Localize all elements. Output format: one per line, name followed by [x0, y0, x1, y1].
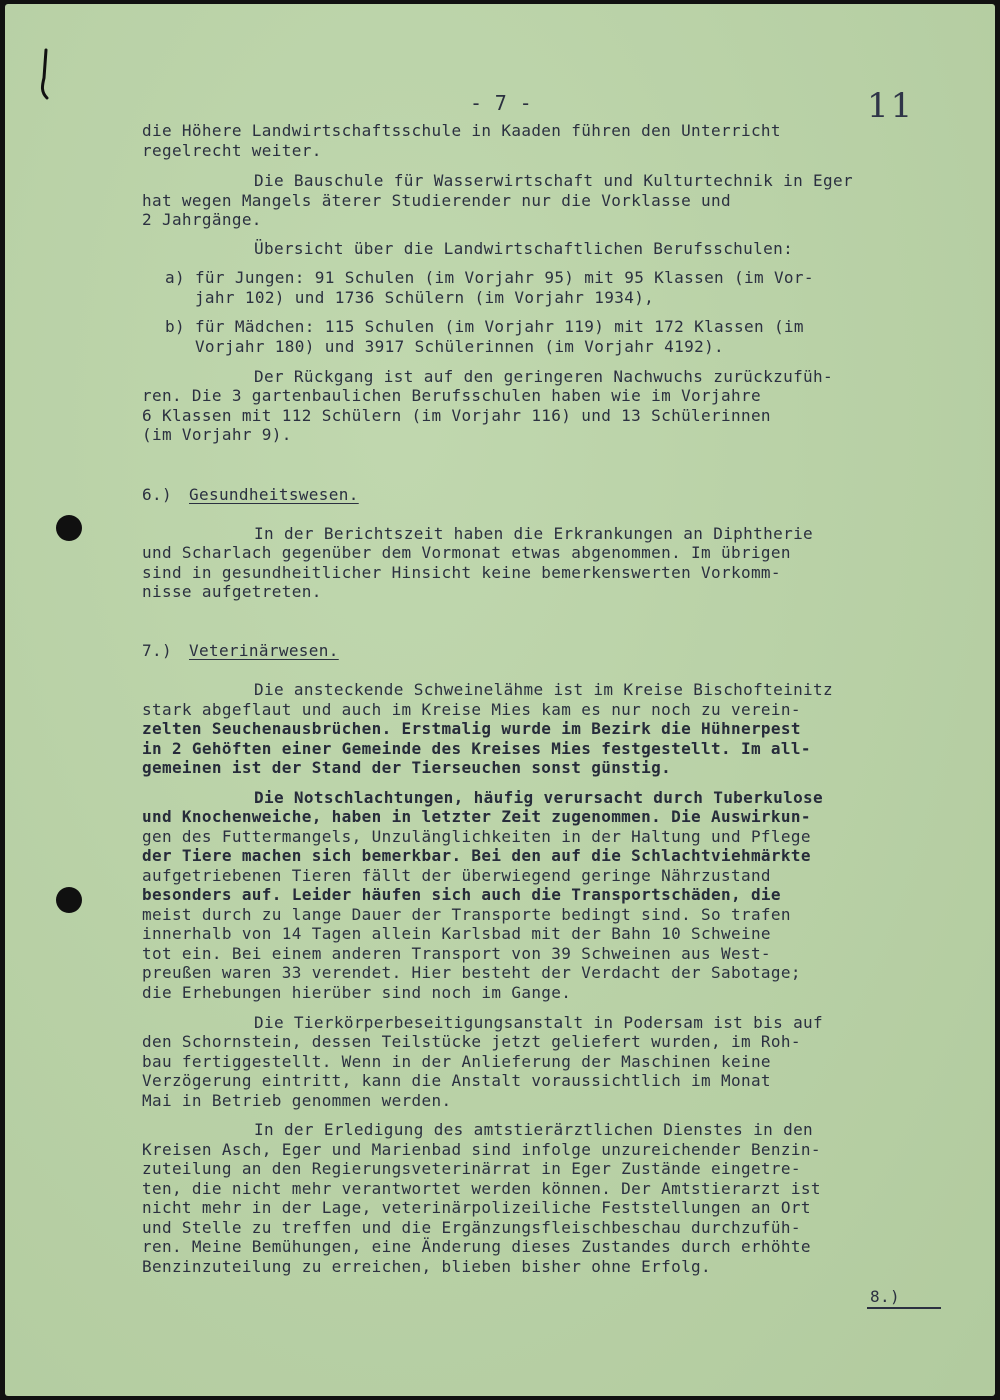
- text-line: regelrecht weiter.: [142, 141, 322, 160]
- text-line: stark abgeflaut und auch im Kreise Mies kam es nur noch zu verein-: [142, 700, 801, 719]
- text-line: die Erhebungen hierüber sind noch im Gange.: [142, 983, 572, 1002]
- text-line: und Knochenweiche, haben in letzter Zeit zugenommen. Die Auswirkun-: [142, 807, 811, 826]
- text-line: In der Erledigung des amtstierärztlichen Dienstes in den: [254, 1120, 814, 1139]
- text-line: innerhalb von 14 Tagen allein Karlsbad mit der Bahn 10 Schweine: [142, 924, 771, 943]
- text-line: Mai in Betrieb genommen werden.: [142, 1091, 452, 1110]
- text-line: gen des Futtermangels, Unzulänglichkeiten in der Haltung und Pflege: [142, 827, 811, 846]
- text-line: Kreisen Asch, Eger und Marienbad sind infolge unzureichender Benzin-: [142, 1140, 821, 1159]
- text-line: tot ein. Bei einem anderen Transport von 39 Schweinen aus West-: [142, 944, 771, 963]
- page-number: - 7 -: [470, 91, 532, 115]
- text-line: die Höhere Landwirtschaftsschule in Kaaden führen den Unterricht: [142, 121, 781, 140]
- text-line: in 2 Gehöften einer Gemeinde des Kreises Mies festgestellt. Im all-: [142, 739, 811, 758]
- text-line: ren. Die 3 gartenbaulichen Berufsschulen haben wie im Vorjahre: [142, 386, 761, 405]
- text-line: meist durch zu lange Dauer der Transporte bedingt sind. So trafen: [142, 905, 791, 924]
- text-line: Benzinzuteilung zu erreichen, blieben bisher ohne Erfolg.: [142, 1257, 712, 1276]
- text-line: Die ansteckende Schweinelähme ist im Kreise Bischofteinitz: [254, 680, 834, 699]
- overview-item-b: Vorjahr 180) und 3917 Schülerinnen (im Vorjahr 4192).: [165, 337, 725, 356]
- text-line: aufgetriebenen Tieren fällt der überwiegend geringe Nährzustand: [142, 866, 771, 885]
- text-line: hat wegen Mangels äterer Studierender nur die Vorklasse und: [142, 191, 731, 210]
- text-line: preußen waren 33 verendet. Hier besteht der Verdacht der Sabotage;: [142, 963, 801, 982]
- punch-hole-lower: [56, 887, 82, 913]
- text-line: 2 Jahrgänge.: [142, 210, 262, 229]
- text-line: In der Berichtszeit haben die Erkrankungen an Diphtherie: [254, 524, 814, 543]
- overview-item-a: jahr 102) und 1736 Schülern (im Vorjahr 1934),: [165, 288, 655, 307]
- text-line: nicht mehr in der Lage, veterinärpolizeiliche Feststellungen an Ort: [142, 1198, 811, 1217]
- text-line: zuteilung an den Regierungsveterinärrat in Eger Zustände eingetre-: [142, 1159, 801, 1178]
- text-line: Verzögerung eintritt, kann die Anstalt voraussichtlich im Monat: [142, 1071, 771, 1090]
- text-line: bau fertiggestellt. Wenn in der Anlieferung der Maschinen keine: [142, 1052, 771, 1071]
- text-line: Die Notschlachtungen, häufig verursacht durch Tuberkulose: [254, 788, 824, 807]
- text-line: besonders auf. Leider häufen sich auch die Transportschäden, die: [142, 885, 781, 904]
- document-page: [5, 4, 995, 1396]
- text-line: Der Rückgang ist auf den geringeren Nachwuchs zurückzufüh-: [254, 367, 834, 386]
- overview-item-b: b) für Mädchen: 115 Schulen (im Vorjahr 119) mit 172 Klassen (im: [165, 317, 804, 336]
- punch-hole-upper: [56, 515, 82, 541]
- text-line: nisse aufgetreten.: [142, 582, 322, 601]
- section-7-heading: Veterinärwesen.: [189, 641, 339, 660]
- section-6-heading: Gesundheitswesen.: [189, 485, 359, 504]
- text-line: und Stelle zu treffen und die Ergänzungsfleischbeschau durchzufüh-: [142, 1218, 801, 1237]
- text-line: ten, die nicht mehr verantwortet werden können. Der Amtstierarzt ist: [142, 1179, 821, 1198]
- text-line: zelten Seuchenausbrüchen. Erstmalig wurde im Bezirk die Hühnerpest: [142, 719, 801, 738]
- pen-mark-icon: [35, 48, 57, 100]
- text-line: den Schornstein, dessen Teilstücke jetzt geliefert wurden, im Roh-: [142, 1032, 801, 1051]
- section-7-number: 7.): [142, 641, 172, 660]
- text-line: gemeinen ist der Stand der Tierseuchen sonst günstig.: [142, 758, 672, 777]
- text-line: ren. Meine Bemühungen, eine Änderung dieses Zustandes durch erhöhte: [142, 1237, 811, 1256]
- next-section-underline: [867, 1307, 941, 1309]
- overview-title: Übersicht über die Landwirtschaftlichen Berufsschulen:: [254, 239, 794, 258]
- text-line: und Scharlach gegenüber dem Vormonat etwas abgenommen. Im übrigen: [142, 543, 791, 562]
- text-line: 6 Klassen mit 112 Schülern (im Vorjahr 116) und 13 Schülerinnen: [142, 406, 771, 425]
- text-line: Die Bauschule für Wasserwirtschaft und Kulturtechnik in Eger: [254, 171, 853, 190]
- section-6-number: 6.): [142, 485, 172, 504]
- folio-number: 11: [867, 86, 915, 126]
- overview-item-a: a) für Jungen: 91 Schulen (im Vorjahr 95) mit 95 Klassen (im Vor-: [165, 268, 814, 287]
- next-section-reference: 8.): [870, 1287, 900, 1306]
- text-line: Die Tierkörperbeseitigungsanstalt in Podersam ist bis auf: [254, 1013, 824, 1032]
- text-line: sind in gesundheitlicher Hinsicht keine bemerkenswerten Vorkomm-: [142, 563, 781, 582]
- text-line: (im Vorjahr 9).: [142, 425, 292, 444]
- text-line: der Tiere machen sich bemerkbar. Bei den auf die Schlachtviehmärkte: [142, 846, 811, 865]
